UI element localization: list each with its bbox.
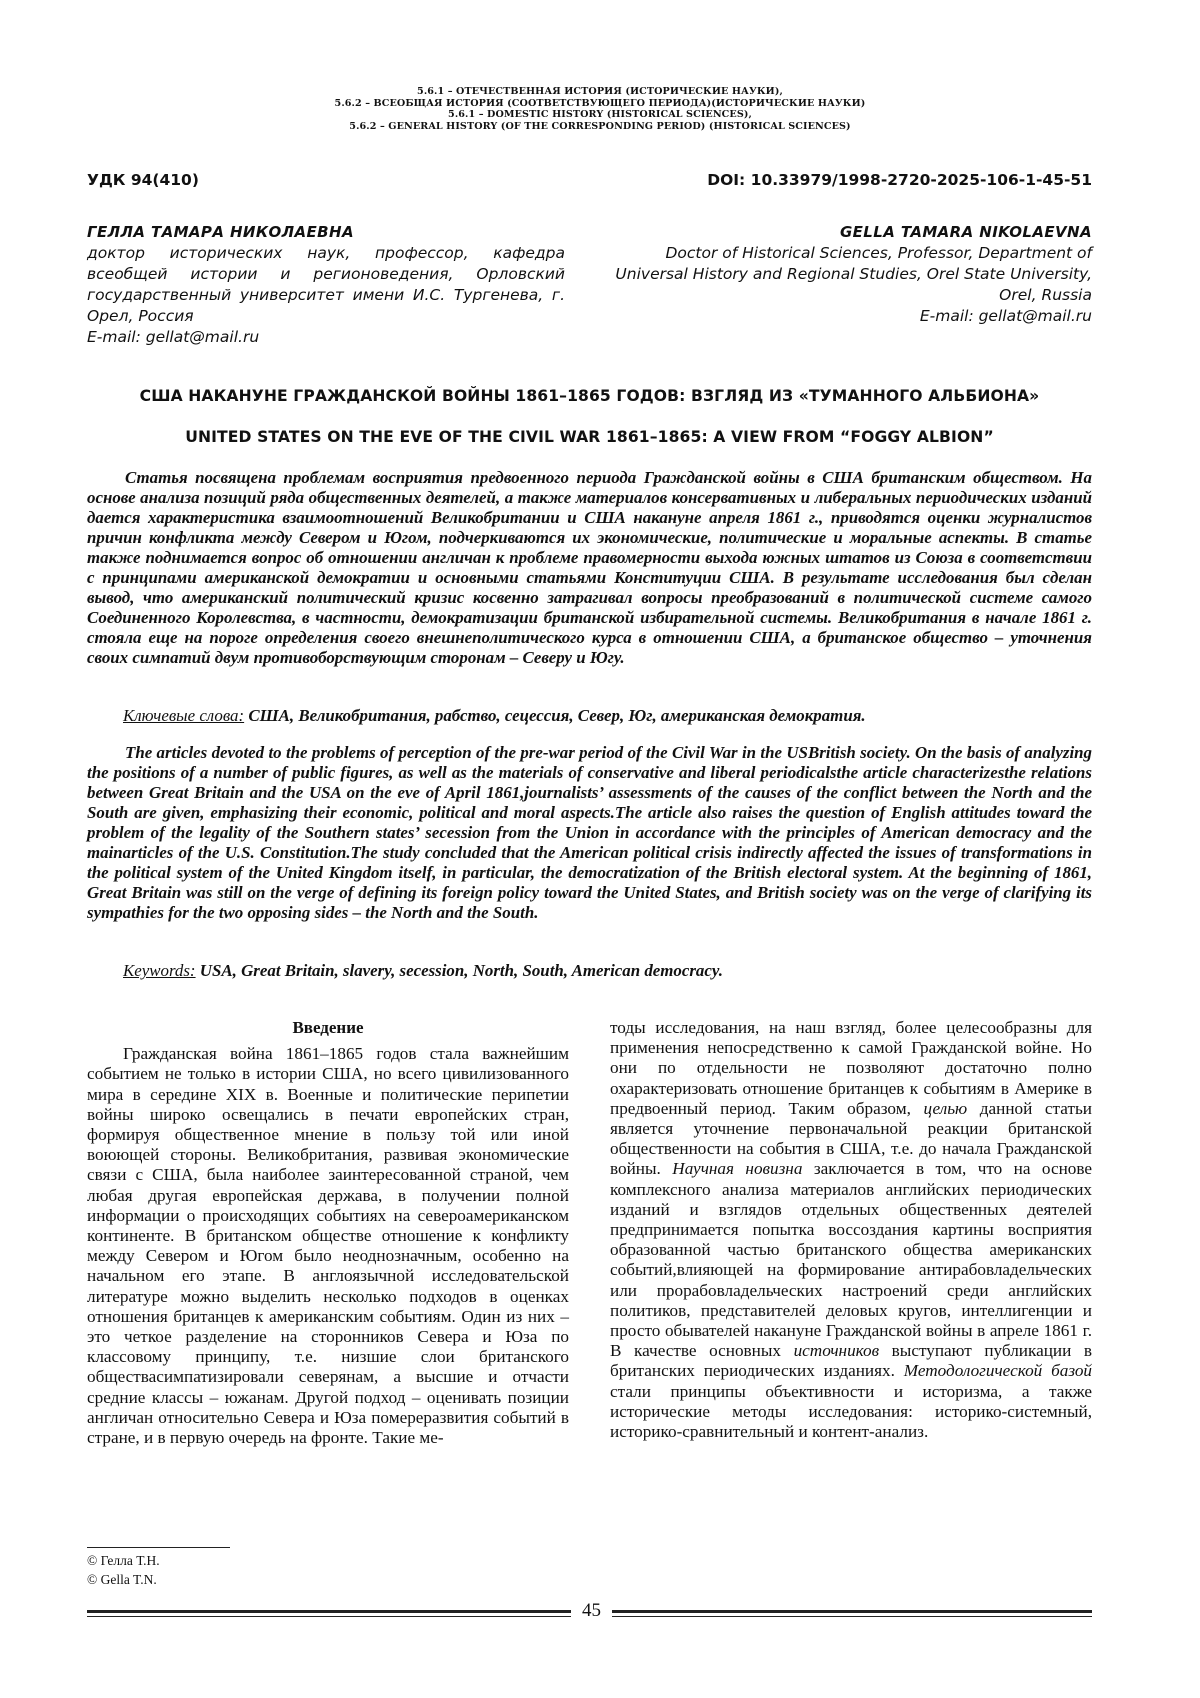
copyright-footnotes xyxy=(87,1551,160,1589)
footer-rule-right-thin xyxy=(612,1616,1092,1617)
footer-rule-left-thin xyxy=(87,1616,571,1617)
keywords-label-en: Keywords: xyxy=(123,961,196,980)
keywords-text-en: USA, Great Britain, slavery, secession, North, South, American democracy. xyxy=(199,961,723,980)
affiliation-line: Doctor of Historical Sciences, Professor, Department of xyxy=(665,244,1092,262)
footnote-divider xyxy=(87,1547,230,1548)
author-affiliation-en xyxy=(602,243,1092,306)
article-title-en: UNITED STATES ON THE EVE OF THE CIVIL WAR 1861–1865: A VIEW FROM “FOGGY ALBION” xyxy=(185,428,994,446)
footer-rule-right xyxy=(612,1610,1092,1613)
copyright-ru: © Гелла Т.Н. xyxy=(87,1553,160,1568)
intro-right-text: стали принципы объективности и историзма, а также исторические методы исследования: историко-системный, историко-сравнительный и контент-анализ. xyxy=(610,1381,1092,1442)
doi[interactable]: DOI: 10.33979/1998-2720-2025-106-1-45-51 xyxy=(707,171,1092,189)
article-title-ru: США НАКАНУНЕ ГРАЖДАНСКОЙ ВОЙНЫ 1861–1865 ГОДОВ: ВЗГЛЯД ИЗ «ТУМАННОГО АЛЬБИОНА» xyxy=(139,387,1040,405)
intro-right-text: выступают публикации в британских периодических изданиях. xyxy=(610,1341,1092,1381)
affiliation-line: Orel, Russia xyxy=(999,286,1092,304)
intro-paragraph xyxy=(87,1044,569,1448)
body-column-right xyxy=(610,1018,1092,1442)
intro-right-text: заключается в том, что на основе комплексного анализа материалов английских периодических изданий и взглядов отдельных общественных деятелей предпринимается попытка воссоздания картины восприятия образованной частью британского общества американских событий,влияющей на формирование антирабовладельческих или прорабовладельческих настроений среди английских политиков, представителей деловых кругов, интеллигенции и просто обывателей накануне Гражданской войны в апреле 1861 г. В качестве основных xyxy=(610,1159,1093,1361)
author-affiliation-ru: доктор исторических наук, профессор, кафедра всеобщей истории и регионоведения, Орловский государственный университет имени И.С. Тургенева, г. Орел, Россия xyxy=(87,244,565,325)
author-block-en xyxy=(602,222,1092,327)
abstract-ru-text: Статья посвящена проблемам восприятия предвоенного периода Гражданской войны в США британским обществом. На основе анализа позиций ряда общественных деятелей, а также материалов консервативных и либеральных периодических изданий дается характеристика взаимоотношений Великобритании и США накануне апреля 1861 г., приводятся оценки журналистов причин конфликта между Севером и Югом, подчеркиваются их экономические, политические и моральные аспекты. В статье также поднимается вопрос об отношении англичан к проблеме правомерности выхода южных штатов из Союза в соответствии с принципами американской демократии и основными статьями Конституции США. В результате исследования был сделан вывод, что американский политический кризис косвенно затрагивал вопросы преобразований в политической системе самого Соединенного Королевства, в частности, демократизации британской избирательной системы. Великобритания в начале 1861 г. стояла еще на пороге определения своего внешнеполитического курса в отношении США, а британское общество – уточнения своих симпатий двум противоборствующим сторонам – Северу и Югу. xyxy=(87,468,1092,667)
rubric-line: 5.6.2 – GENERAL HISTORY (OF THE CORRESPONDING PERIOD) (HISTORICAL SCIENCES) xyxy=(349,120,851,132)
emphasis-method: Методологической базой xyxy=(903,1361,1093,1381)
intro-left-text: Гражданская война 1861–1865 годов стала важнейшим событием не только в истории США, но всего цивилизованного мира в середине XIX в. Военные и политические перипетии войны широко освещались в печати европейских стран, формируя общественное мнение в пользу той или иной воюющей стороны. Великобритания, развивая экономические связи с США, была наиболее заинтересованной страной, чем любая другая европейская держава, в получении полной информации о происходящих событиях на североамериканском континенте. В британском обществе отношение к конфликту между Севером и Югом было неоднозначным, особенно на начальном его этапе. В англоязычной исследовательской литературе можно выделить несколько подходов в оценках отношения британцев к американским событиям. Один из них – это четкое разделение на сторонников Севера и Юза по классовому принципу, т.е. низшие слои британского обществасимпатизировали северянам, а высшие и отчасти средние классы – южанам. Другой подход – оценивать позиции англичан относительно Севера и Юза помереразвития событий в стране, и в первую очередь на фронте. Такие ме- xyxy=(87,1044,569,1448)
subject-rubric xyxy=(0,86,1200,132)
emphasis-sources: источников xyxy=(793,1341,880,1361)
keywords-text-ru: США, Великобритания, рабство, сецессия, Север, Юг, американская демократия. xyxy=(248,706,866,725)
intro-right-text: тоды исследования, на наш взгляд, более целесообразны для применения непосредственно к самой Гражданской войне. Но они по отдельности не позволяют достаточно полно охарактеризовать отношение британцев к событиям в Америке в предвоенный период. Таким образом, xyxy=(610,1018,1092,1118)
body-column-left xyxy=(87,1018,569,1448)
footer-rule-left xyxy=(87,1610,571,1613)
udk-code: УДК 94(410) xyxy=(87,171,199,189)
author-block-ru xyxy=(87,222,565,348)
abstract-en xyxy=(87,743,1092,923)
intro-right-text: данной статьи является уточнение первоначальной реакции британской общественности на события в США, т.е. до начала Гражданской войны. xyxy=(610,1098,1093,1179)
keywords-label-ru: Ключевые слова: xyxy=(123,706,245,725)
abstract-en-text: The articles devoted to the problems of perception of the pre-war period of the Civil War in the USBritish society. On the basis of analyzing the positions of a number of public figures, as well as the materials of conservative and liberal periodicalsthe article characterizesthe relations between Great Britain and the USA on the eve of April 1861,journalists’ assessments of the causes of the conflict between the North and the South are given, emphasizing their economic, political and moral aspects.The article also raises the question of English attitudes toward the problem of the legality of the Southern states’ secession from the Union in accordance with the principles of American democracy and the mainarticles of the U.S. Constitution.The study concluded that the American political crisis indirectly affected the issues of transformations in the political system of the United Kingdom itself, in particular, the democratization of the British electoral system. At the beginning of 1861, Great Britain was still on the verge of defining its foreign policy toward the United States, and British society was on the verge of clarifying its sympathies for the two opposing sides – the North and the South. xyxy=(87,743,1092,922)
rubric-line: 5.6.1 – DOMESTIC HISTORY (HISTORICAL SCIENCES), xyxy=(448,109,752,120)
author-name-en: GELLA TAMARA NIKOLAEVNA xyxy=(839,223,1092,241)
emphasis-goal: целью xyxy=(923,1098,968,1118)
author-name-ru: ГЕЛЛА ТАМАРА НИКОЛАЕВНА xyxy=(87,223,354,241)
section-heading: Введение xyxy=(292,1018,364,1037)
rubric-line: 5.6.2 – ВСЕОБЩАЯ ИСТОРИЯ (СООТВЕТСТВУЮЩЕГО ПЕРИОДА)(ИСТОРИЧЕСКИЕ НАУКИ) xyxy=(334,97,866,109)
author-email-en[interactable]: E-mail: gellat@mail.ru xyxy=(919,307,1092,325)
abstract-ru xyxy=(87,468,1092,668)
emphasis-novelty: Научная новизна xyxy=(672,1159,803,1179)
copyright-en: © Gella T.N. xyxy=(87,1572,157,1587)
keywords-ru xyxy=(87,706,1092,726)
keywords-en xyxy=(87,961,1092,981)
author-email-ru[interactable]: E-mail: gellat@mail.ru xyxy=(87,328,260,346)
rubric-line: 5.6.1 – ОТЕЧЕСТВЕННАЯ ИСТОРИЯ (ИСТОРИЧЕСКИЕ НАУКИ), xyxy=(417,86,783,97)
page-number: 45 xyxy=(582,1600,601,1621)
affiliation-line: Universal History and Regional Studies, Orel State University, xyxy=(615,265,1092,283)
